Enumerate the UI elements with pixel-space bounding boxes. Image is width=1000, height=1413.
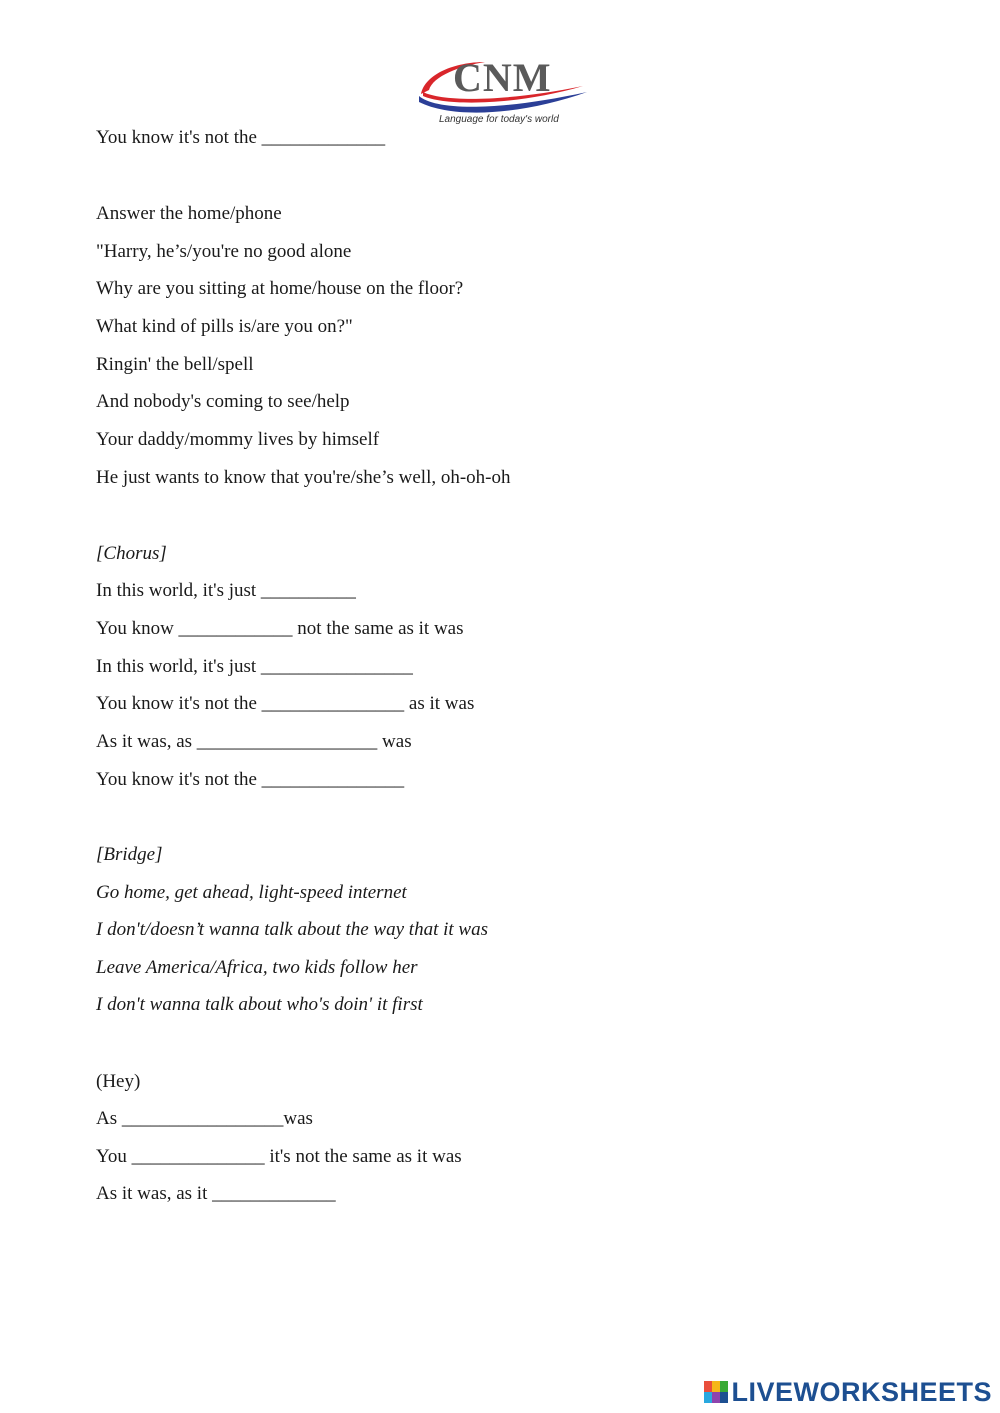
lyric-line: What kind of pills is/are you on?" — [96, 316, 353, 337]
lyric-line: And nobody's coming to see/help — [96, 391, 350, 412]
lyric-line: As it was, as it _____________ — [96, 1183, 336, 1204]
worksheet-body — [96, 0, 916, 1413]
lyric-line: You know it's not the _______________ as it was — [96, 693, 475, 714]
section-heading-bridge: [Bridge] — [96, 844, 163, 865]
lyric-line: I don't wanna talk about who's doin' it first — [96, 994, 423, 1015]
footer-brand[interactable] — [704, 1377, 992, 1407]
lyric-line: Ringin' the bell/spell — [96, 354, 254, 375]
lyric-line: Why are you sitting at home/house on the floor? — [96, 278, 464, 299]
footer-brand-text: LIVEWORKSHEETS — [731, 1377, 992, 1407]
lyric-line: In this world, it's just ________________ — [96, 656, 413, 677]
liveworksheets-logo-icon — [704, 1381, 728, 1403]
lyric-line: Your daddy/mommy lives by himself — [96, 429, 380, 450]
lyric-line: As _________________was — [96, 1108, 313, 1129]
lyric-line: You know it's not the _______________ — [96, 769, 405, 790]
logo-tagline: Language for today's world — [439, 114, 559, 125]
lyric-line: Go home, get ahead, light-speed internet — [96, 882, 407, 903]
lyric-line: You know ____________ not the same as it was — [96, 618, 464, 639]
lyric-line: In this world, it's just __________ — [96, 580, 356, 601]
lyric-line: I don't/doesn’t wanna talk about the way that it was — [96, 919, 488, 940]
lyric-line: (Hey) — [96, 1071, 141, 1092]
logo-text: CNM — [453, 55, 552, 100]
section-heading-chorus: [Chorus] — [96, 543, 167, 564]
lyric-line: Answer the home/phone — [96, 203, 282, 224]
lyric-line: You know it's not the _____________ — [96, 127, 386, 148]
lyric-line: As it was, as ___________________ was — [96, 731, 412, 752]
lyric-line: He just wants to know that you're/she’s well, oh-oh-oh — [96, 467, 511, 488]
lyric-line: "Harry, he’s/you're no good alone — [96, 241, 352, 262]
lyric-line: Leave America/Africa, two kids follow her — [96, 957, 418, 978]
lyric-line: You ______________ it's not the same as it was — [96, 1146, 462, 1167]
